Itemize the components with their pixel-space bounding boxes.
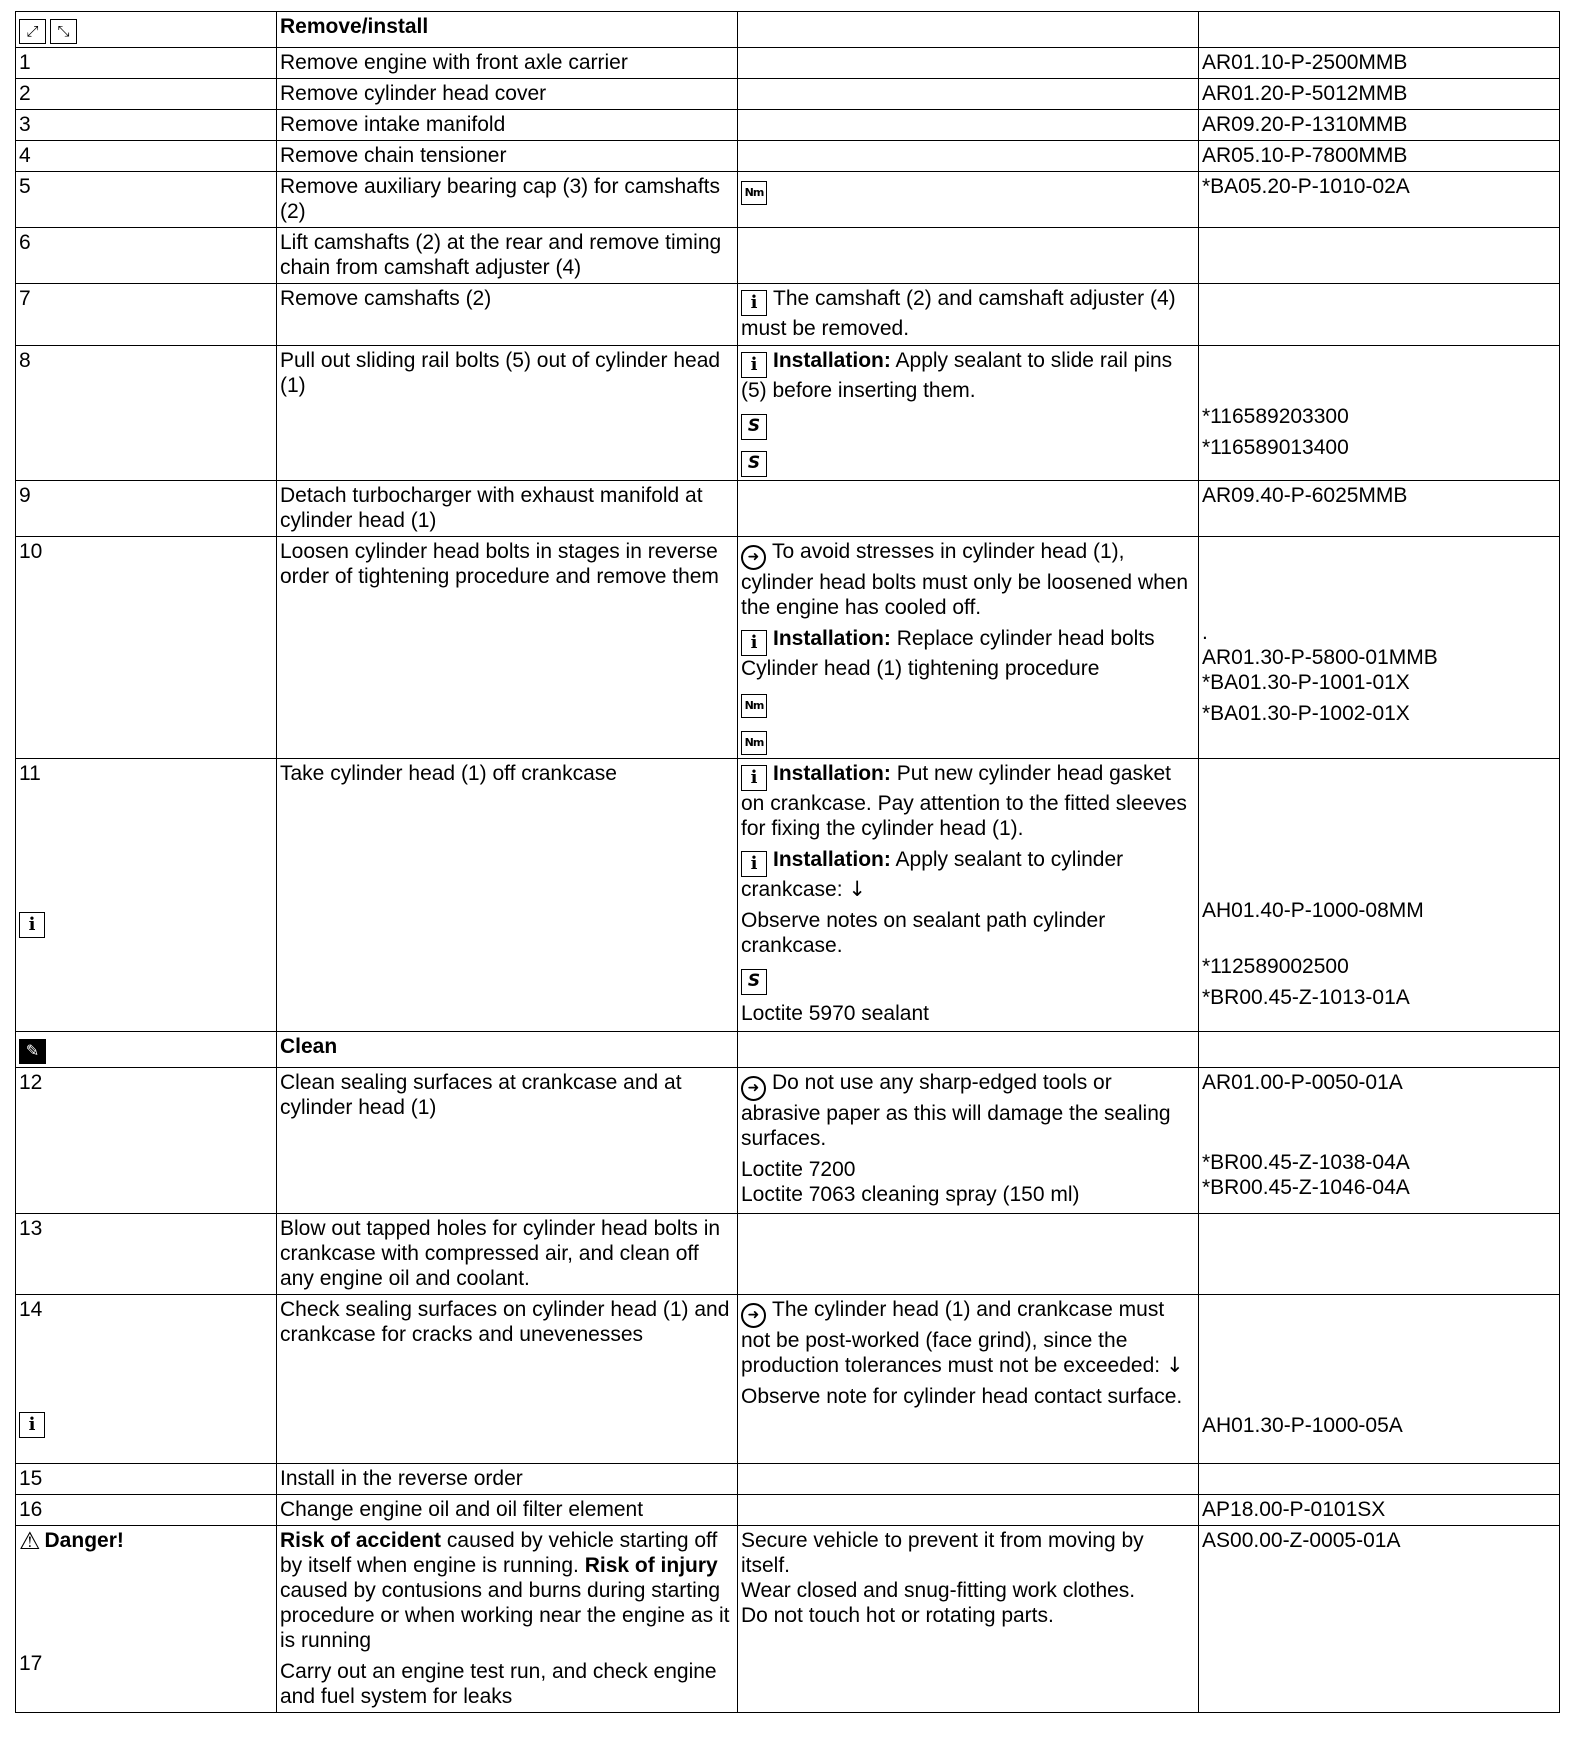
special-tool-icon[interactable]: S <box>741 969 767 995</box>
torque-nm-icon[interactable]: Nm <box>741 181 767 205</box>
step-text: Check sealing surfaces on cylinder head (1) and crankcase for cracks and unevenesses <box>277 1295 738 1464</box>
note-icon[interactable]: ➜ <box>741 1303 766 1328</box>
tool-reference[interactable]: *116589203300 <box>1202 405 1349 428</box>
step-text: Loosen cylinder head bolts in stages in reverse order of tightening procedure and remove them <box>277 537 738 759</box>
table-row <box>16 48 1560 79</box>
reference-link[interactable]: AR09.40-P-6025MMB <box>1199 481 1560 537</box>
danger-label: Danger! <box>44 1529 124 1552</box>
reference-link[interactable]: *BR00.45-Z-1013-01A <box>1202 986 1410 1009</box>
note-text: Apply sealant to cylinder crankcase: <box>741 848 1124 901</box>
note-text: The cylinder head (1) and crankcase must not be post-worked (face grind), since the production tolerances must not be exceeded: <box>741 1298 1165 1377</box>
step-text: Carry out an engine test run, and check engine and fuel system for leaks <box>280 1660 717 1708</box>
step-number: 9 <box>16 481 277 537</box>
procedure-line: Loctite 5970 sealant <box>741 1002 929 1025</box>
step-number: 12 <box>16 1068 277 1214</box>
reference-link[interactable]: *BA01.30-P-1002-01X <box>1202 702 1410 725</box>
section-title-remove-install: Remove/install <box>280 15 429 38</box>
step-number: 11 <box>19 762 41 785</box>
step-text: Remove chain tensioner <box>277 141 738 172</box>
table-row <box>16 481 1560 537</box>
step-text: Remove camshafts (2) <box>277 284 738 346</box>
info-icon[interactable]: i <box>741 851 767 877</box>
step-number: 2 <box>16 79 277 110</box>
danger-text: caused by vehicle starting off by itself when engine is running. <box>280 1529 718 1577</box>
step-text: Remove engine with front axle carrier <box>277 48 738 79</box>
tool-reference[interactable]: *112589002500 <box>1202 955 1349 978</box>
down-arrow-icon: ↓ <box>1165 1353 1184 1377</box>
step-text: Blow out tapped holes for cylinder head bolts in crankcase with compressed air, and clean off any engine oil and coolant. <box>277 1214 738 1295</box>
reference-link[interactable]: AP18.00-P-0101SX <box>1199 1495 1560 1526</box>
reference-link[interactable]: AR01.00-P-0050-01A <box>1202 1071 1403 1094</box>
step-number: 3 <box>16 110 277 141</box>
info-icon[interactable]: i <box>741 630 767 656</box>
collapse-icon[interactable]: ⤡ <box>50 19 77 44</box>
table-row <box>16 1214 1560 1295</box>
reference-link[interactable]: *BA01.30-P-1001-01X <box>1202 671 1410 694</box>
step-number: 14 <box>19 1298 43 1321</box>
reference-link[interactable]: *BR00.45-Z-1046-04A <box>1202 1176 1410 1199</box>
step-text: Install in the reverse order <box>277 1464 738 1495</box>
table-row <box>16 141 1560 172</box>
step-number: 7 <box>16 284 277 346</box>
table-row <box>16 172 1560 228</box>
step-number: 13 <box>16 1214 277 1295</box>
step-text: Clean sealing surfaces at crankcase and at cylinder head (1) <box>277 1068 738 1214</box>
table-row <box>16 1464 1560 1495</box>
clean-icon[interactable]: ✎ <box>19 1039 46 1064</box>
step-text: Lift camshafts (2) at the rear and remove timing chain from camshaft adjuster (4) <box>277 228 738 284</box>
installation-label: Installation: <box>773 627 891 650</box>
step-number: 10 <box>16 537 277 759</box>
safety-line: Do not touch hot or rotating parts. <box>741 1604 1054 1627</box>
table-row <box>16 346 1560 481</box>
note-icon[interactable]: ➜ <box>741 545 766 570</box>
reference-link[interactable]: AS00.00-Z-0005-01A <box>1199 1526 1560 1713</box>
procedure-line: Loctite 7200 <box>741 1158 856 1181</box>
torque-nm-icon[interactable]: Nm <box>741 694 767 718</box>
installation-label: Installation: <box>773 848 891 871</box>
procedure-line: Cylinder head (1) tightening procedure <box>741 657 1100 680</box>
note-text: Apply sealant to slide rail pins (5) before inserting them. <box>741 349 1173 402</box>
info-icon[interactable]: i <box>741 290 767 316</box>
table-row <box>16 1495 1560 1526</box>
note-text: Replace cylinder head bolts <box>896 627 1155 650</box>
reference-link[interactable]: AR01.20-P-5012MMB <box>1199 79 1560 110</box>
table-row <box>16 110 1560 141</box>
table-row <box>16 228 1560 284</box>
tool-reference[interactable]: *116589013400 <box>1202 436 1349 459</box>
table-row <box>16 1295 1560 1464</box>
warning-triangle-icon: ⚠ <box>19 1527 41 1555</box>
reference-link[interactable]: AR01.10-P-2500MMB <box>1199 48 1560 79</box>
procedure-line: Loctite 7063 cleaning spray (150 ml) <box>741 1183 1080 1206</box>
info-icon[interactable]: i <box>741 765 767 791</box>
installation-label: Installation: <box>773 762 891 785</box>
installation-label: Installation: <box>773 349 891 372</box>
step-text: Remove intake manifold <box>277 110 738 141</box>
special-tool-icon[interactable]: S <box>741 451 767 477</box>
section-header-row <box>16 1032 1560 1068</box>
table-row <box>16 284 1560 346</box>
safety-line: Wear closed and snug-fitting work clothes. <box>741 1579 1136 1602</box>
section-title-clean: Clean <box>280 1035 338 1058</box>
special-tool-icon[interactable]: S <box>741 414 767 440</box>
step-text: Remove cylinder head cover <box>277 79 738 110</box>
reference-mark: . <box>1202 621 1208 644</box>
step-number: 5 <box>16 172 277 228</box>
table-row <box>16 79 1560 110</box>
step-text: Detach turbocharger with exhaust manifold at cylinder head (1) <box>277 481 738 537</box>
info-icon[interactable]: i <box>19 912 45 938</box>
step-text: Take cylinder head (1) off crankcase <box>277 759 738 1032</box>
torque-nm-icon[interactable]: Nm <box>741 731 767 755</box>
step-number: 4 <box>16 141 277 172</box>
step-number: 15 <box>16 1464 277 1495</box>
procedure-table <box>15 11 1560 1713</box>
expand-icon[interactable]: ⤢ <box>19 19 46 44</box>
step-number: 16 <box>16 1495 277 1526</box>
table-row <box>16 1068 1560 1214</box>
procedure-line: Observe note for cylinder head contact surface. <box>741 1385 1183 1408</box>
step-text: Remove auxiliary bearing cap (3) for camshafts (2) <box>277 172 738 228</box>
danger-bold-injury: Risk of injury <box>584 1554 718 1577</box>
info-icon[interactable]: i <box>19 1412 45 1438</box>
info-icon[interactable]: i <box>741 352 767 378</box>
danger-bold-accident: Risk of accident <box>280 1529 442 1552</box>
note-text: Do not use any sharp-edged tools or abrasive paper as this will damage the sealing surfaces. <box>741 1071 1171 1150</box>
down-arrow-icon: ↓ <box>848 877 866 901</box>
note-icon[interactable]: ➜ <box>741 1076 766 1101</box>
step-number: 17 <box>19 1652 43 1675</box>
note-text: Put new cylinder head gasket on crankcase. Pay attention to the fitted sleeves for fixing the cylinder head (1). <box>741 762 1187 840</box>
note-text: To avoid stresses in cylinder head (1), cylinder head bolts must only be loosened when the engine has cooled off. <box>741 540 1189 619</box>
table-header-row <box>16 12 1560 48</box>
step-text: Pull out sliding rail bolts (5) out of cylinder head (1) <box>277 346 738 481</box>
step-number: 1 <box>16 48 277 79</box>
reference-link[interactable]: AH01.30-P-1000-05A <box>1202 1414 1403 1437</box>
danger-row <box>16 1526 1560 1713</box>
step-text: Change engine oil and oil filter element <box>277 1495 738 1526</box>
reference-link[interactable]: AR01.30-P-5800-01MMB <box>1202 646 1438 669</box>
procedure-line: Observe notes on sealant path cylinder crankcase. <box>741 909 1106 957</box>
step-number: 6 <box>16 228 277 284</box>
danger-text: caused by contusions and burns during starting procedure or when working near the engine as it is running <box>280 1579 730 1652</box>
reference-link[interactable]: AR09.20-P-1310MMB <box>1199 110 1560 141</box>
reference-link[interactable]: AR05.10-P-7800MMB <box>1199 141 1560 172</box>
table-row <box>16 759 1560 1032</box>
reference-link[interactable]: *BR00.45-Z-1038-04A <box>1202 1151 1410 1174</box>
note-text: The camshaft (2) and camshaft adjuster (4) must be removed. <box>741 287 1176 340</box>
table-row <box>16 537 1560 759</box>
safety-line: Secure vehicle to prevent it from moving by itself. <box>741 1529 1144 1577</box>
reference-link[interactable]: *BA05.20-P-1010-02A <box>1199 172 1560 228</box>
reference-link[interactable]: AH01.40-P-1000-08MM <box>1202 899 1424 922</box>
step-number: 8 <box>16 346 277 481</box>
